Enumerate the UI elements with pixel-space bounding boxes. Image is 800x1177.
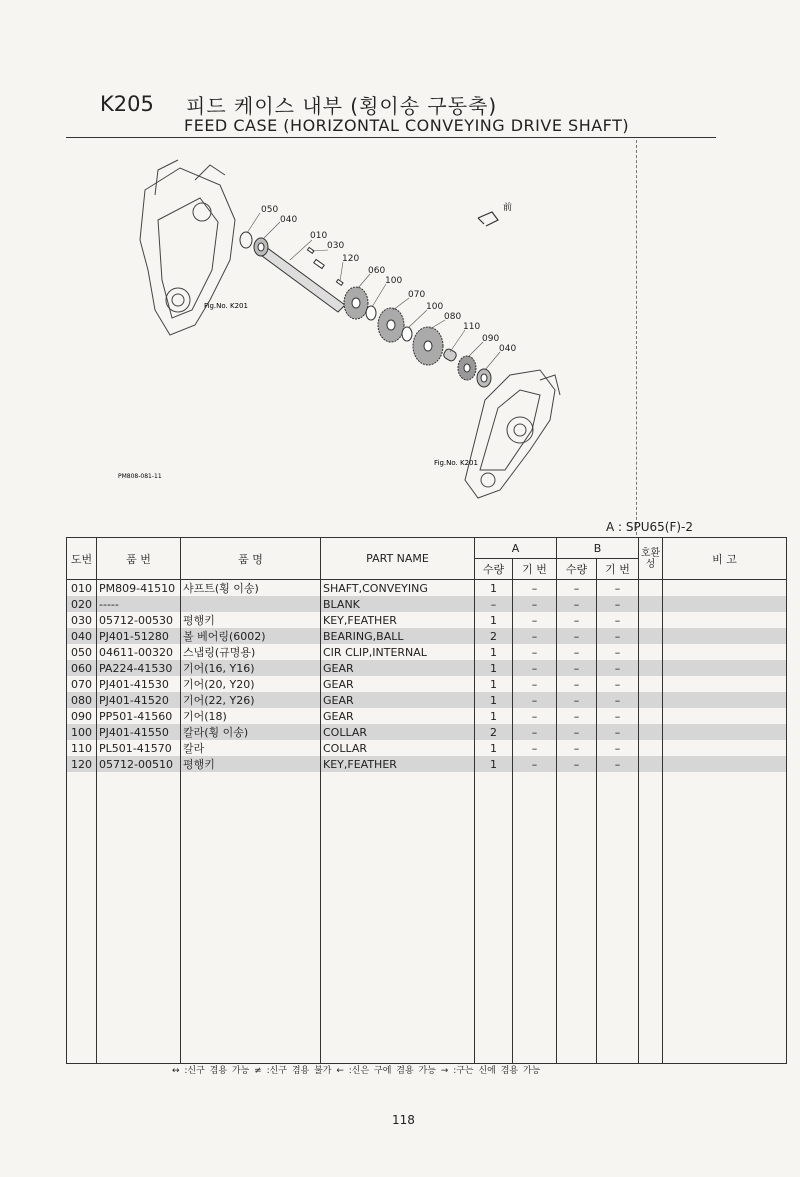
header-interchange: 호환성 [639,538,663,580]
cell-remarks [663,644,787,660]
cell-base-b: – [597,708,639,724]
cell-name-ko: 기어(22, Y26) [181,692,321,708]
cell-remarks [663,724,787,740]
cell-remarks [663,708,787,724]
table-empty-area [67,772,787,1064]
table-row [67,740,787,756]
part-label: 080 [444,312,462,322]
cell-part-no: PJ401-41520 [97,692,181,708]
cell-qty-a: 1 [475,676,513,692]
cell-remarks [663,756,787,772]
cell-base-b: – [597,756,639,772]
table-row [67,724,787,740]
cell-qty-b: – [557,628,597,644]
cell-no: 050 [67,644,97,660]
cell-base-b: – [597,740,639,756]
cell-interchange [639,756,663,772]
cell-interchange [639,692,663,708]
cell-base-b: – [597,660,639,676]
cell-qty-a: – [475,596,513,612]
cell-part-name: KEY,FEATHER [321,756,475,772]
fig-reference-right: Fig.No. K201 [434,459,478,467]
cell-name-ko [181,596,321,612]
interchangeability-legend: ↔ :신구 겸용 가능 ≠ :신구 겸용 불가 ← :신은 구에 겸용 가능 → :구는 신에 겸용 가능 [172,1066,541,1076]
cell-qty-a: 1 [475,660,513,676]
part-label: 010 [310,231,328,241]
table-row [67,692,787,708]
front-label: 前 [503,203,513,213]
cell-part-no: ----- [97,596,181,612]
cell-qty-a: 1 [475,740,513,756]
header-name-ko: 품 명 [181,538,321,580]
cell-base-b: – [597,644,639,660]
cell-no: 040 [67,628,97,644]
cell-remarks [663,580,787,597]
cell-qty-a: 1 [475,756,513,772]
header-qty-b: 수량 [557,559,597,580]
cell-interchange [639,628,663,644]
cell-name-ko: 스냅링(규명용) [181,644,321,660]
cell-base-a: – [513,596,557,612]
page-number: 118 [392,1113,415,1127]
cell-name-ko: 칼라(횡 이송) [181,724,321,740]
cell-qty-a: 2 [475,724,513,740]
cell-base-a: – [513,660,557,676]
cell-part-name: GEAR [321,676,475,692]
table-row [67,612,787,628]
cell-part-name: GEAR [321,692,475,708]
cell-no: 090 [67,708,97,724]
cell-part-no: 05712-00510 [97,756,181,772]
cell-qty-a: 1 [475,580,513,597]
cell-base-b: – [597,692,639,708]
cell-base-b: – [597,596,639,612]
right-feed-case-drawing [465,370,560,498]
table-row [67,628,787,644]
cell-interchange [639,660,663,676]
cell-remarks [663,692,787,708]
cell-qty-b: – [557,708,597,724]
cell-part-name: BLANK [321,596,475,612]
cell-qty-b: – [557,756,597,772]
cell-qty-b: – [557,692,597,708]
cell-base-b: – [597,628,639,644]
cell-base-a: – [513,676,557,692]
cell-part-name: COLLAR [321,724,475,740]
cell-base-a: – [513,756,557,772]
cell-part-name: COLLAR [321,740,475,756]
cell-part-no: PL501-41570 [97,740,181,756]
exploded-parts-diagram [100,150,640,530]
cell-qty-a: 2 [475,628,513,644]
cell-base-a: – [513,628,557,644]
part-label: 100 [426,302,444,312]
part-label: 060 [368,266,386,276]
conveying-shaft-drawing [258,247,345,312]
cell-name-ko: 평행키 [181,756,321,772]
cell-part-name: SHAFT,CONVEYING [321,580,475,597]
catalog-code: K205 [100,92,154,116]
page-title-korean: 피드 케이스 내부 (횡이송 구동축) [186,94,498,118]
cell-name-ko: 평행키 [181,612,321,628]
cell-remarks [663,628,787,644]
cell-remarks [663,660,787,676]
header-remarks: 비 고 [663,538,787,580]
cell-part-no: PM809-41510 [97,580,181,597]
cell-no: 110 [67,740,97,756]
cell-remarks [663,740,787,756]
cell-part-name: KEY,FEATHER [321,612,475,628]
drawing-code: PM808-081-11 [118,473,162,480]
cell-part-no: PP501-41560 [97,708,181,724]
cell-base-a: – [513,708,557,724]
front-arrow-icon [478,212,498,226]
part-label: 030 [327,241,345,251]
cell-part-name: BEARING,BALL [321,628,475,644]
cell-qty-b: – [557,740,597,756]
cell-qty-b: – [557,676,597,692]
cell-no: 100 [67,724,97,740]
cell-base-a: – [513,580,557,597]
cell-no: 120 [67,756,97,772]
part-label: 040 [499,344,517,354]
cell-qty-b: – [557,724,597,740]
cell-qty-b: – [557,612,597,628]
cell-part-no: PJ401-51280 [97,628,181,644]
part-label: 120 [342,254,360,264]
cell-part-no: 05712-00530 [97,612,181,628]
cell-interchange [639,596,663,612]
part-label: 110 [463,322,481,332]
cell-name-ko: 샤프트(횡 이송) [181,580,321,597]
cell-qty-a: 1 [475,612,513,628]
page-title-english: FEED CASE (HORIZONTAL CONVEYING DRIVE SHAFT) [184,116,630,135]
cell-no: 020 [67,596,97,612]
cell-part-no: PA224-41530 [97,660,181,676]
part-label: 070 [408,290,426,300]
cell-interchange [639,724,663,740]
cell-part-no: PJ401-41550 [97,724,181,740]
header-part-name: PART NAME [321,538,475,580]
cell-base-a: – [513,740,557,756]
title-underline [66,137,716,138]
cell-base-a: – [513,692,557,708]
cell-base-a: – [513,724,557,740]
cell-name-ko: 기어(20, Y20) [181,676,321,692]
header-qty-a: 수량 [475,559,513,580]
table-row [67,580,787,597]
cell-no: 070 [67,676,97,692]
model-note: A : SPU65(F)-2 [606,520,694,534]
part-label: 040 [280,215,298,225]
header-base-b: 기 번 [597,559,639,580]
cell-part-no: 04611-00320 [97,644,181,660]
cell-remarks [663,676,787,692]
cell-base-b: – [597,612,639,628]
cell-interchange [639,676,663,692]
cell-no: 030 [67,612,97,628]
cell-part-name: CIR CLIP,INTERNAL [321,644,475,660]
cell-base-a: – [513,612,557,628]
cell-interchange [639,612,663,628]
cell-name-ko: 칼라 [181,740,321,756]
cell-interchange [639,580,663,597]
header-base-a: 기 번 [513,559,557,580]
cell-qty-b: – [557,596,597,612]
table-row [67,644,787,660]
cell-interchange [639,644,663,660]
fig-reference-left: Fig.No. K201 [204,302,248,310]
cell-name-ko: 볼 베어링(6002) [181,628,321,644]
cell-qty-a: 1 [475,644,513,660]
cell-part-name: GEAR [321,660,475,676]
part-label: 050 [261,205,279,215]
cell-qty-b: – [557,660,597,676]
cell-remarks [663,612,787,628]
cell-name-ko: 기어(16, Y16) [181,660,321,676]
cell-base-b: – [597,676,639,692]
cell-base-a: – [513,644,557,660]
header-part-no: 품 번 [97,538,181,580]
parts-table [66,537,787,1064]
part-label: 100 [385,276,403,286]
header-group-a: A [475,538,557,559]
table-row [67,660,787,676]
header-no: 도번 [67,538,97,580]
cell-base-b: – [597,724,639,740]
leader-lines [247,213,500,370]
header-group-b: B [557,538,639,559]
cell-name-ko: 기어(18) [181,708,321,724]
table-row [67,708,787,724]
cell-interchange [639,740,663,756]
table-row [67,676,787,692]
cell-remarks [663,596,787,612]
cell-no: 080 [67,692,97,708]
cell-no: 010 [67,580,97,597]
part-label: 090 [482,334,500,344]
cell-part-no: PJ401-41530 [97,676,181,692]
cell-qty-a: 1 [475,692,513,708]
cell-qty-b: – [557,644,597,660]
table-row [67,596,787,612]
cell-interchange [639,708,663,724]
cell-qty-a: 1 [475,708,513,724]
cell-part-name: GEAR [321,708,475,724]
cell-qty-b: – [557,580,597,597]
cell-base-b: – [597,580,639,597]
table-row [67,756,787,772]
cell-no: 060 [67,660,97,676]
